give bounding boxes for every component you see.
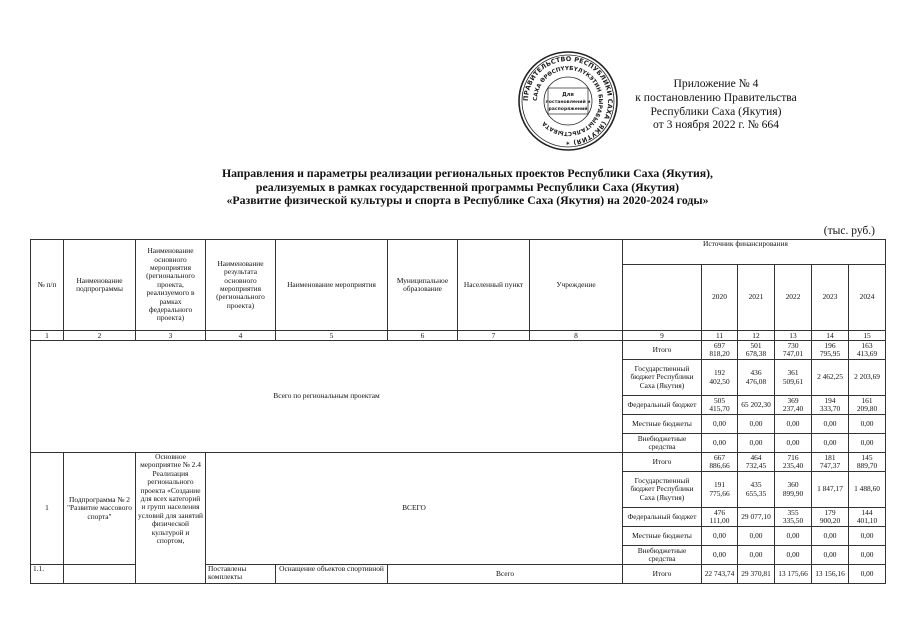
header-year-2021: 2021 [738,265,775,331]
source-cell: Итого [623,453,702,472]
col-number: 13 [775,331,812,341]
source-cell: Местные бюджеты [623,527,702,546]
row-1-1-label: Всего [388,565,623,584]
title-line-2: реализуемых в рамках государственной программы Республики Саха (Якутия) [255,179,680,194]
value-cell: 192 402,50 [702,360,738,396]
value-cell: 0,00 [812,546,849,565]
value-cell: 0,00 [775,527,812,546]
title-line-3: «Развитие физической культуры и спорта в Республике Саха (Якутия) на 2020-2024 годы» [226,193,709,208]
source-cell: Внебюджетные средства [623,546,702,565]
value-cell: 13 175,66 [775,565,812,584]
value-cell: 194 333,70 [812,396,849,415]
official-seal-stamp [517,50,619,152]
table-row [31,341,886,360]
value-cell: 0,00 [738,434,775,453]
header-num: № п/п [31,240,64,331]
col-number: 8 [530,331,623,341]
row-1-1-num: 1.1. [31,565,64,584]
header-year-2020: 2020 [702,265,738,331]
source-cell: Местные бюджеты [623,415,702,434]
value-cell: 501 678,38 [738,341,775,360]
header-source: Источник финансирования [623,240,886,265]
source-cell: Итого [623,565,702,584]
source-cell: Итого [623,341,702,360]
appendix-line-1: Приложение № 4 [673,77,759,90]
source-cell: Государственный бюджет Республики Саха (Якутия) [623,360,702,396]
value-cell: 505 415,70 [702,396,738,415]
col-number: 5 [276,331,388,341]
block-1-label: ВСЕГО [206,453,623,565]
header-main-event: Наименование основного мероприятия (регионального проекта, реализуемого в рамках федерального проекта) [136,240,206,331]
value-cell: 0,00 [738,415,775,434]
column-number-row [31,331,886,341]
table-row [31,453,886,472]
value-cell: 144 401,10 [849,508,886,527]
block-1-main-event: Основное мероприятие № 2.4 Реализация регионального проекта «Создание для всех категорий и групп населения условий для занятий физической культурой и спортом, [136,453,206,584]
header-year-2024: 2024 [849,265,886,331]
value-cell: 163 413,69 [849,341,886,360]
svg-text:ПРАВИТЕЛЬСТВО РЕСПУБЛИКИ САХА: ПРАВИТЕЛЬСТВО РЕСПУБЛИКИ САХА (ЯКУТИЯ) ✶ [521,54,615,148]
value-cell: 0,00 [849,546,886,565]
value-cell: 145 889,70 [849,453,886,472]
value-cell: 65 202,30 [738,396,775,415]
value-cell: 0,00 [775,546,812,565]
value-cell: 22 743,74 [702,565,738,584]
block-1-num: 1 [31,453,64,565]
row-1-1-subprogram-empty [64,565,136,584]
value-cell: 0,00 [738,527,775,546]
header-result: Наименование результата основного мероприятия (регионального проекта) [206,240,276,331]
source-cell: Внебюджетные средства [623,434,702,453]
col-number: 14 [812,331,849,341]
value-cell: 0,00 [849,434,886,453]
value-cell: 667 886,66 [702,453,738,472]
value-cell: 730 747,01 [775,341,812,360]
col-number: 6 [388,331,458,341]
col-number: 12 [738,331,775,341]
value-cell: 436 476,08 [738,360,775,396]
finance-table [30,239,886,584]
appendix-line-3: Республики Саха (Якутия) [650,104,782,118]
value-cell: 181 747,37 [812,453,849,472]
value-cell: 0,00 [775,434,812,453]
col-number: 11 [702,331,738,341]
value-cell: 0,00 [702,527,738,546]
value-cell: 716 235,40 [775,453,812,472]
row-1-1-event: Оснащение объектов спортивной [276,565,388,584]
value-cell: 476 111,00 [702,508,738,527]
block-1-subprogram: Подпрограмма № 2 "Развитие массового спорта" [64,453,136,565]
value-cell: 2 462,25 [812,360,849,396]
title-line-1: Направления и параметры реализации региональных проектов Республики Саха (Якутия), [221,166,714,180]
col-number: 3 [136,331,206,341]
appendix-line-4: от 3 ноября 2022 г. № 664 [652,118,780,132]
appendix-block [618,77,814,132]
value-cell: 191 775,66 [702,472,738,508]
value-cell: 464 732,45 [738,453,775,472]
col-number: 2 [64,331,136,341]
header-year-2022: 2022 [775,265,812,331]
value-cell: 29 077,10 [738,508,775,527]
value-cell: 0,00 [849,527,886,546]
header-subprogram: Наименование подпрограммы [64,240,136,331]
value-cell: 0,00 [812,415,849,434]
total-block-label: Всего по региональным проектам [31,341,623,453]
header-municipality: Муниципальное образование [388,240,458,331]
value-cell: 179 900,20 [812,508,849,527]
header-row-1 [31,240,886,265]
svg-text:Для: Для [562,92,574,98]
value-cell: 0,00 [702,415,738,434]
value-cell: 435 655,35 [738,472,775,508]
source-cell: Федеральный бюджет [623,396,702,415]
value-cell: 0,00 [702,546,738,565]
value-cell: 0,00 [702,434,738,453]
svg-text:постановлений и: постановлений и [545,100,591,105]
units-label: (тыс. руб.) [823,225,875,237]
source-cell: Государственный бюджет Республики Саха (Якутия) [623,472,702,508]
appendix-line-2: к постановлению Правительства [635,90,797,104]
header-institution: Учреждение [530,240,623,331]
value-cell: 1 488,60 [849,472,886,508]
header-event: Наименование мероприятия [276,240,388,331]
value-cell: 697 818,20 [702,341,738,360]
value-cell: 0,00 [849,415,886,434]
header-year-2023: 2023 [812,265,849,331]
value-cell: 161 209,80 [849,396,886,415]
value-cell: 1 847,17 [812,472,849,508]
value-cell: 361 509,61 [775,360,812,396]
document-title [40,167,895,208]
value-cell: 355 335,50 [775,508,812,527]
col-number: 1 [31,331,64,341]
value-cell: 2 203,69 [849,360,886,396]
header-source-spacer [623,265,702,331]
value-cell: 0,00 [775,415,812,434]
col-number: 4 [206,331,276,341]
col-number: 7 [458,331,530,341]
header-locality: Населенный пункт [458,240,530,331]
value-cell: 360 899,90 [775,472,812,508]
value-cell: 196 795,95 [812,341,849,360]
value-cell: 13 156,16 [812,565,849,584]
value-cell: 0,00 [849,565,886,584]
source-cell: Федеральный бюджет [623,508,702,527]
value-cell: 29 370,81 [738,565,775,584]
value-cell: 369 237,40 [775,396,812,415]
col-number: 9 [623,331,702,341]
svg-text:распоряжений: распоряжений [548,107,588,112]
row-1-1-result: Поставлены комплекты [206,565,276,584]
value-cell: 0,00 [812,527,849,546]
value-cell: 0,00 [738,546,775,565]
col-number: 15 [849,331,886,341]
value-cell: 0,00 [812,434,849,453]
svg-text:САХА ӨРӨСПҮҮБҮЛҮКЭТИН БЫРАБЫЫТ: САХА ӨРӨСПҮҮБҮЛҮКЭТИН БЫРАБЫЫТАЛЬСТЫБАТА [532,65,604,137]
